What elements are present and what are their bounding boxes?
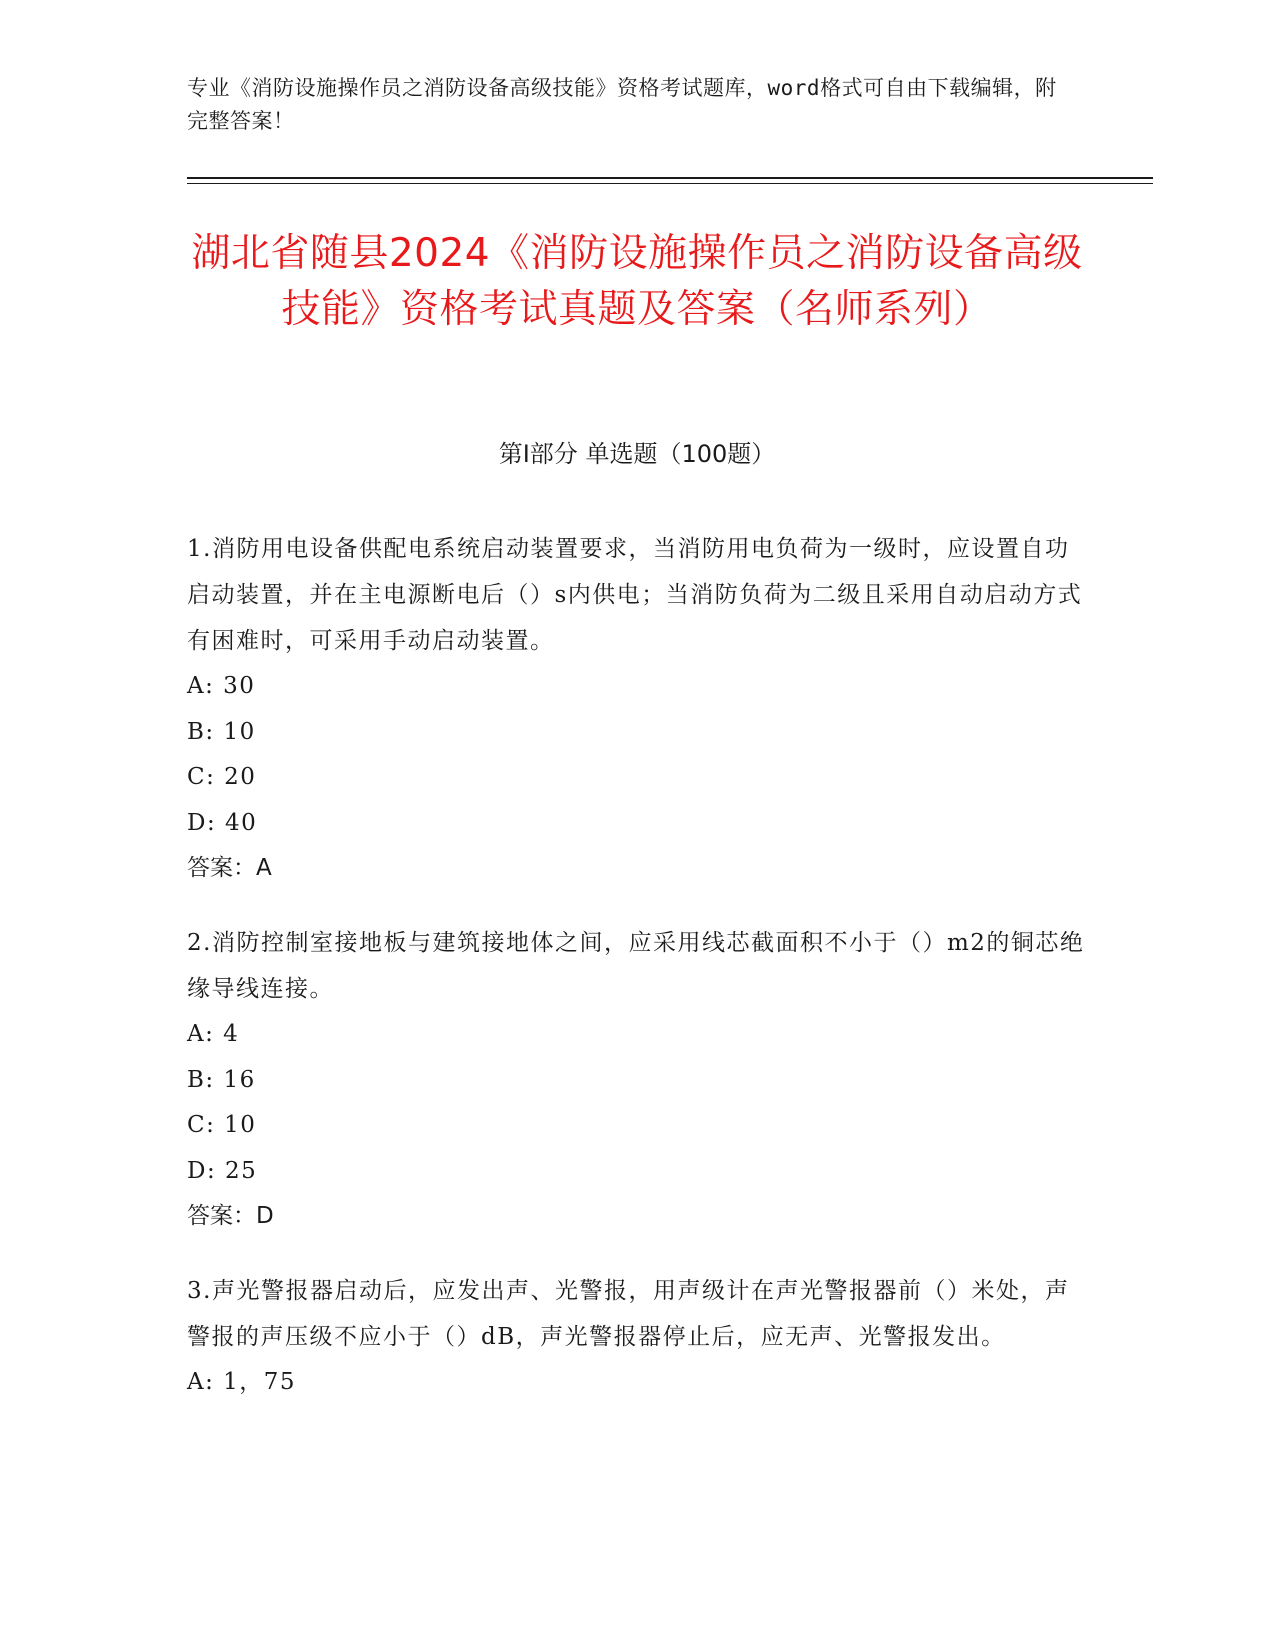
answer: 答案：D <box>187 1203 274 1229</box>
answer: 答案：A <box>187 855 272 881</box>
option-a: A: 1，75 <box>187 1369 297 1395</box>
option-a: A: 4 <box>187 1021 240 1047</box>
header-divider-thin <box>187 183 1153 184</box>
question-list <box>187 526 1087 1435</box>
question-3 <box>187 1268 1087 1406</box>
question-text: 3.声光警报器启动后，应发出声、光警报，用声级计在声光警报器前（）米处，声警报的声压级不应小于（）dB，声光警报器停止后，应无声、光警报发出。 <box>187 1278 1070 1350</box>
option-d: D: 25 <box>187 1157 258 1184</box>
document-title: 湖北省随县2024《消防设施操作员之消防设备高级技能》资格考试真题及答案（名师系列） <box>191 231 1083 332</box>
option-c: C: 10 <box>187 1112 257 1138</box>
option-d: D: 40 <box>187 809 258 836</box>
header-divider-thick <box>187 177 1153 179</box>
question-text: 2.消防控制室接地板与建筑接地体之间，应采用线芯截面积不小于（）m2的铜芯绝缘导线连接。 <box>187 930 1085 1002</box>
header-note: 专业《消防设施操作员之消防设备高级技能》资格考试题库，word格式可自由下载编辑，附完整答案！ <box>187 76 1057 133</box>
question-text: 1.消防用电设备供配电系统启动装置要求，当消防用电负荷为一级时，应设置自功启动装置，并在主电源断电后（）s内供电；当消防负荷为二级且采用自动启动方式有困难时，可采用手动启动装置。 <box>187 536 1083 654</box>
question-1 <box>187 526 1087 891</box>
option-b: B: 16 <box>187 1066 256 1093</box>
option-c: C: 20 <box>187 764 257 790</box>
question-2 <box>187 920 1087 1239</box>
section-title: 第Ⅰ部分 单选题（100题） <box>498 440 776 468</box>
option-a: A: 30 <box>187 673 256 699</box>
option-b: B: 10 <box>187 718 256 745</box>
